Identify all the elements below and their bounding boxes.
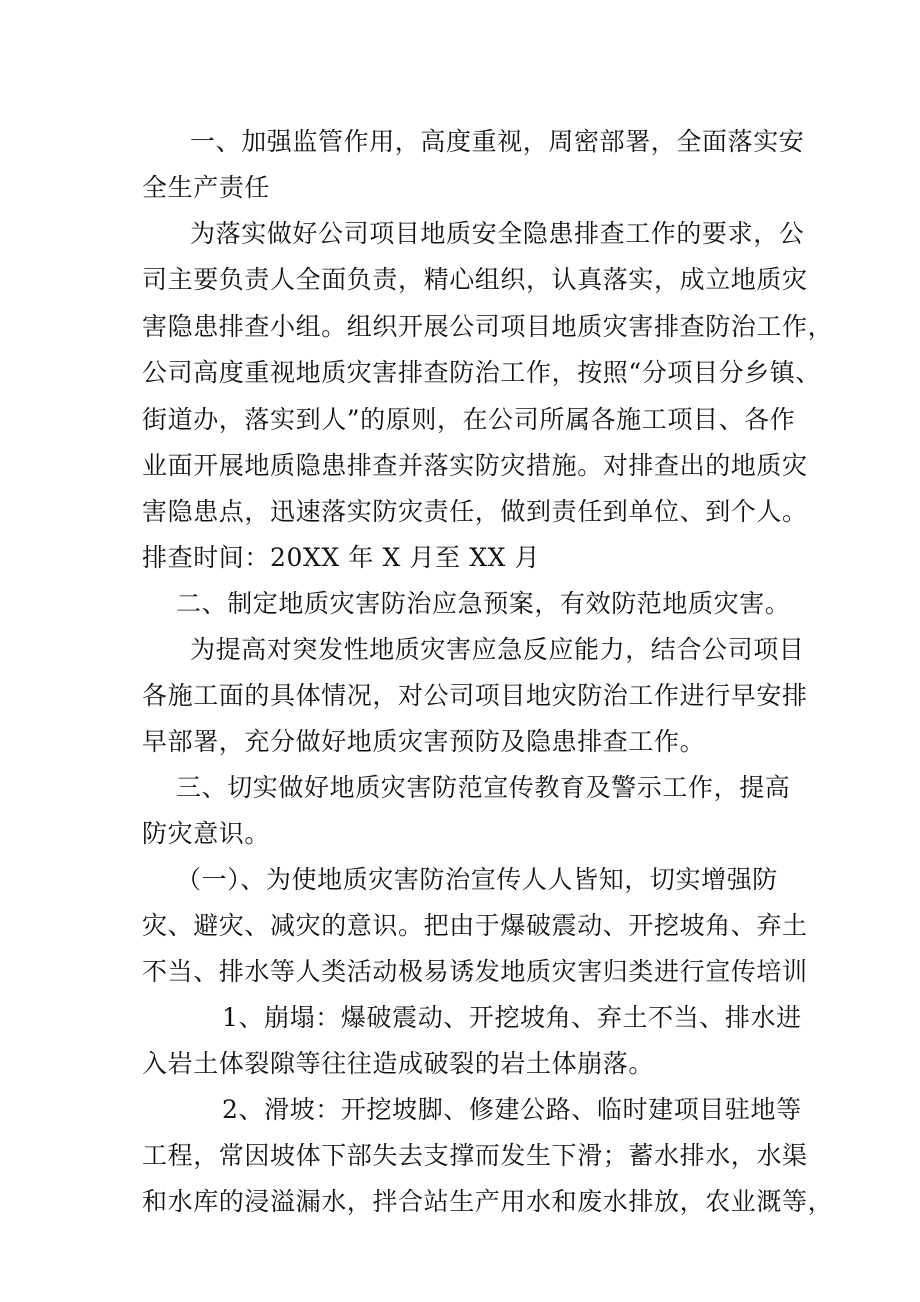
heading-1-line-1: 一、加强监管作用，高度重视，周密部署，全面落实安 — [190, 127, 805, 156]
subsection-1-line-1: （一）、为使地质灾害防治宣传人人皆知，切实增强防 — [176, 865, 778, 894]
item-collapse-line-2: 入岩土体裂隙等往往造成破裂的岩土体崩落。 — [142, 1049, 655, 1078]
item-landslide-line-3: 和水库的浸溢漏水，拌合站生产用水和废水排放，农业溉等， — [142, 1187, 834, 1216]
paragraph-1-line-3: 害隐患排查小组。组织开展公司项目地质灾害排查防治工作， — [142, 312, 834, 341]
heading-3-line-1: 三、切实做好地质灾害防范宣传教育及警示工作，提高 — [176, 773, 791, 802]
item-landslide-line-1: 2、滑坡：开挖坡脚、修建公路、临时建项目驻地等 — [222, 1095, 802, 1124]
paragraph-1-line-4: 公司高度重视地质灾害排查防治工作，按照“分项目分乡镇、 — [142, 358, 821, 387]
paragraph-1-line-1: 为落实做好公司项目地质安全隐患排查工作的要求，公 — [190, 219, 805, 248]
paragraph-1-line-6: 业面开展地质隐患排查并落实防灾措施。对排查出的地质灾 — [142, 451, 808, 480]
heading-1-line-2: 全生产责任 — [142, 173, 271, 202]
subsection-1-line-3: 不当、排水等人类活动极易诱发地质灾害归类进行宣传培训 — [142, 957, 808, 986]
paragraph-1-line-7: 害隐患点，迅速落实防灾责任，做到责任到单位、到个人。 — [142, 497, 808, 526]
paragraph-1-line-5: 街道办，落实到人”的原则，在公司所属各施工项目、各作 — [142, 405, 796, 434]
heading-2: 二、制定地质灾害防治应急预案，有效防范地质灾害。 — [176, 589, 791, 618]
paragraph-1-line-2: 司主要负责人全面负责，精心组织，认真落实，成立地质灾 — [142, 265, 808, 294]
paragraph-2-line-2: 各施工面的具体情况，对公司项目地灾防治工作进行早安排 — [142, 681, 808, 710]
heading-3-line-2: 防灾意识。 — [142, 819, 271, 848]
item-collapse-line-1: 1、崩塌：爆破震动、开挖坡角、弃土不当、排水进 — [222, 1003, 802, 1032]
subsection-1-line-2: 灾、避灾、减灾的意识。把由于爆破震动、开挖坡角、弃土 — [142, 911, 808, 940]
paragraph-2-line-3: 早部署，充分做好地质灾害预防及隐患排查工作。 — [142, 727, 706, 756]
inspection-time-line: 排查时间：20XX 年 X 月至 XX 月 — [142, 543, 541, 572]
item-landslide-line-2: 工程，常因坡体下部失去支撑而发生下滑；蓄水排水，水渠 — [142, 1141, 808, 1170]
paragraph-2-line-1: 为提高对突发性地质灾害应急反应能力，结合公司项目 — [190, 635, 805, 664]
